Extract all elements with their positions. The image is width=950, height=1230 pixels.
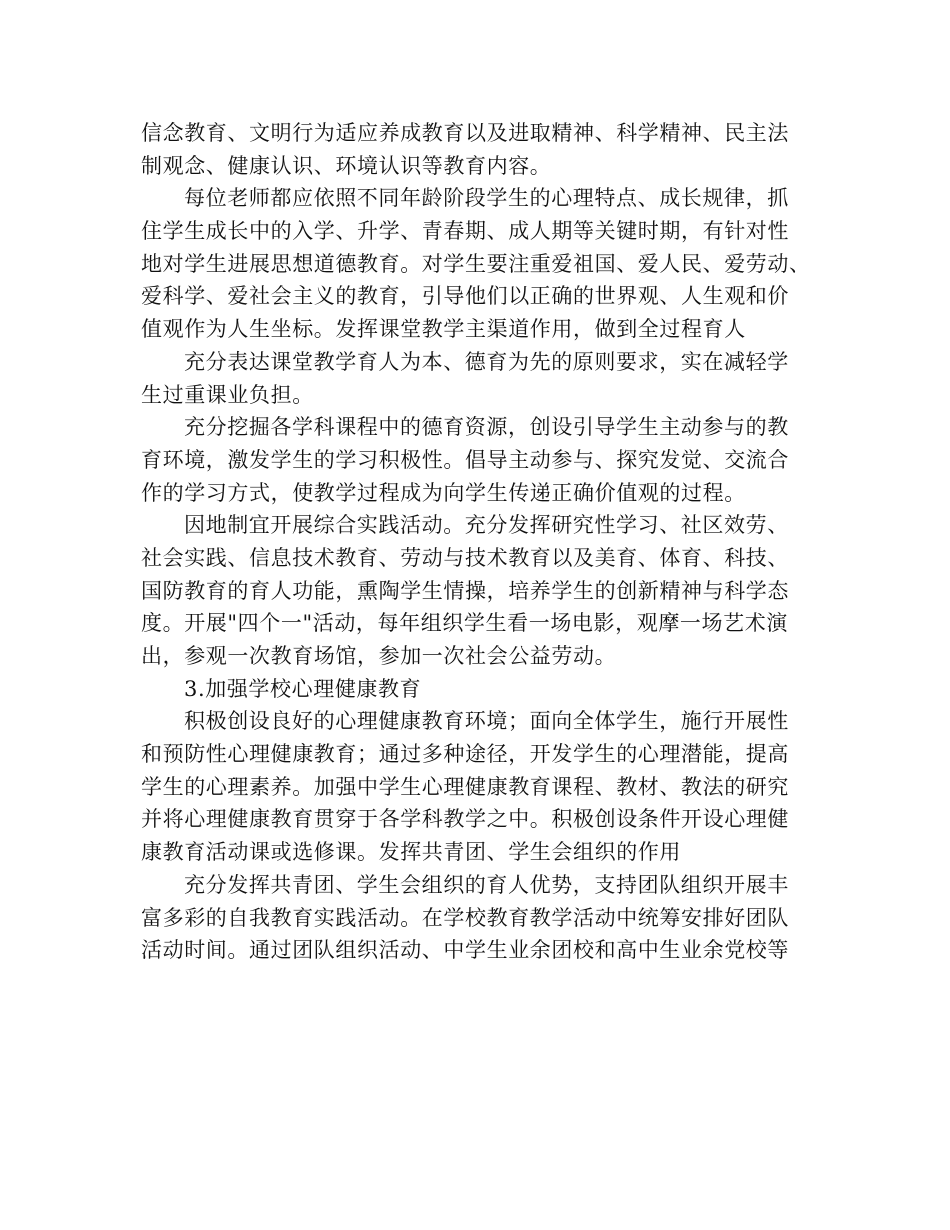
text-line: 值观作为人生坐标。发挥课堂教学主渠道作用，做到全过程育人: [141, 317, 746, 342]
text-line: 和预防性心理健康教育；通过多种途径，开发学生的心理潜能，提高: [141, 742, 789, 767]
text-line: 社会实践、信息技术教育、劳动与技术教育以及美育、体育、科技、: [141, 545, 789, 570]
body-text: [141, 117, 817, 967]
text-line: 充分表达课堂教学育人为本、德育为先的原则要求，实在减轻学: [184, 349, 789, 374]
text-line: 出，参观一次教育场馆，参加一次社会公益劳动。: [141, 644, 617, 668]
text-line: 作的学习方式，使教学过程成为向学生传递正确价值观的过程。: [141, 480, 746, 505]
text-line: 积极创设良好的心理健康教育环境；面向全体学生，施行开展性: [184, 709, 789, 734]
text-line: 富多彩的自我教育实践活动。在学校教育教学活动中统筹安排好团队: [141, 905, 789, 930]
text-line: 充分发挥共青团、学生会组织的育人优势，支持团队组织开展丰: [184, 872, 789, 897]
text-line: 活动时间。通过团队组织活动、中学生业余团校和高中生业余党校等: [141, 938, 789, 963]
text-line: 国防教育的育人功能，熏陶学生情操，培养学生的创新精神与科学态: [141, 578, 789, 603]
text-line: 充分挖掘各学科课程中的德育资源，创设引导学生主动参与的教: [184, 415, 789, 440]
text-line: 信念教育、文明行为适应养成教育以及进取精神、科学精神、民主法: [141, 121, 789, 145]
text-line: 度。开展"四个一"活动，每年组织学生看一场电影，观摩一场艺术演: [141, 611, 788, 636]
text-line: 学生的心理素养。加强中学生心理健康教育课程、教材、教法的研究: [141, 774, 789, 799]
text-line: 因地制宜开展综合实践活动。充分发挥研究性学习、社区效劳、: [184, 513, 789, 538]
text-line: 生过重课业负担。: [141, 382, 314, 407]
text-line: 康教育活动课或选修课。发挥共青团、学生会组织的作用: [141, 840, 681, 865]
text-line: 爱科学、爱社会主义的教育，引导他们以正确的世界观、人生观和价: [141, 284, 789, 309]
text-line: 3.加强学校心理健康教育: [184, 676, 422, 701]
text-line: 制观念、健康认识、环境认识等教育内容。: [141, 153, 552, 178]
text-line: 育环境，激发学生的学习积极性。倡导主动参与、探究发觉、交流合: [141, 447, 789, 472]
text-line: 住学生成长中的入学、升学、青春期、成人期等关键时期，有针对性: [141, 219, 789, 244]
text-line: 每位老师都应依照不同年龄阶段学生的心理特点、成长规律，抓: [184, 186, 789, 211]
text-line: 并将心理健康教育贯穿于各学科教学之中。积极创设条件开设心理健: [141, 807, 789, 832]
text-line: 地对学生进展思想道德教育。对学生要注重爱祖国、爱人民、爱劳动、: [141, 251, 811, 276]
